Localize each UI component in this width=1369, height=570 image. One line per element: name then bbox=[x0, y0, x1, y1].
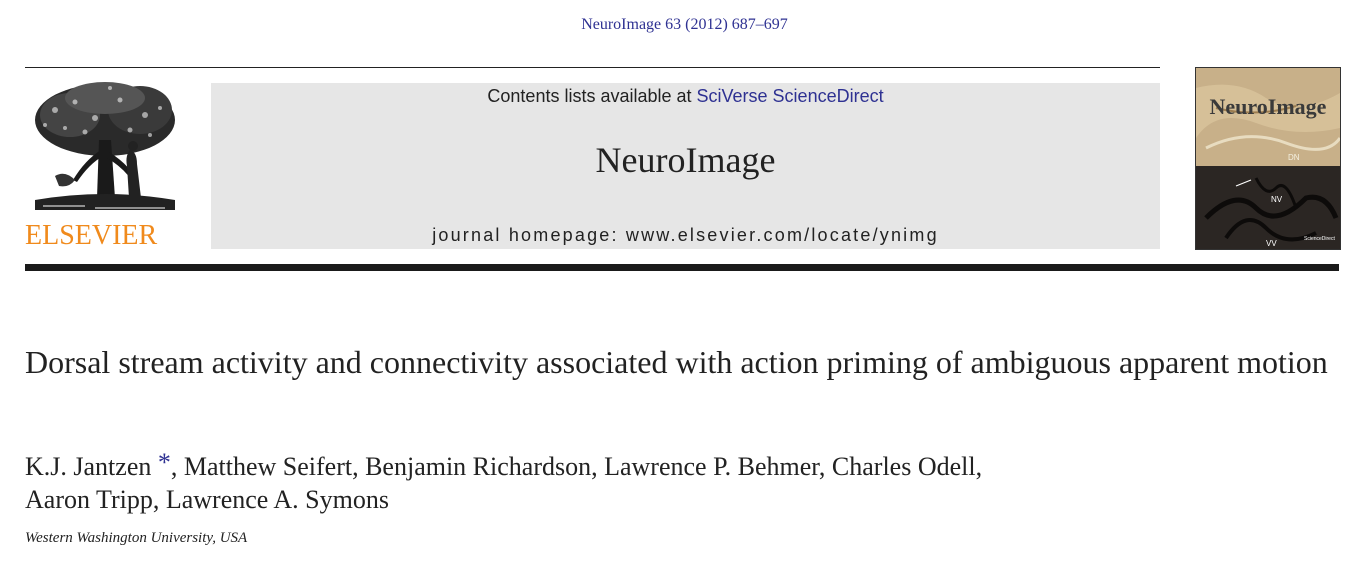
contents-prefix: Contents lists available at bbox=[487, 86, 697, 106]
cover-sciencedirect-mark: ScienceDirect bbox=[1304, 236, 1335, 242]
author-jantzen[interactable]: K.J. Jantzen bbox=[25, 452, 152, 481]
cover-label-vv: VV bbox=[1266, 239, 1277, 248]
journal-citation[interactable]: NeuroImage 63 (2012) 687–697 bbox=[581, 16, 788, 33]
journal-banner bbox=[211, 83, 1160, 249]
sciencedirect-link[interactable]: SciVerse ScienceDirect bbox=[696, 86, 884, 106]
contents-availability bbox=[211, 86, 1160, 107]
header-top-rule bbox=[25, 67, 1160, 68]
elsevier-wordmark: ELSEVIER bbox=[25, 220, 158, 251]
authors-line-2: Aaron Tripp, Lawrence A. Symons bbox=[25, 485, 389, 514]
cover-label-nv: NV bbox=[1271, 195, 1283, 204]
elsevier-logo[interactable] bbox=[25, 80, 185, 252]
cover-title: NeuroImage bbox=[1209, 94, 1327, 119]
corresponding-author-marker[interactable]: * bbox=[157, 448, 171, 477]
article-title: Dorsal stream activity and connectivity associated with action priming of ambiguous apparent motion bbox=[25, 344, 1328, 380]
journal-homepage-link[interactable]: journal homepage: www.elsevier.com/locate/ynimg bbox=[432, 225, 939, 245]
authors-line-1: , Matthew Seifert, Benjamin Richardson, Lawrence P. Behmer, Charles Odell, bbox=[170, 452, 983, 481]
journal-cover-thumbnail[interactable] bbox=[1195, 67, 1341, 250]
author-list bbox=[25, 450, 1225, 516]
cover-label-dn: DN bbox=[1288, 153, 1300, 162]
journal-title: NeuroImage bbox=[595, 140, 776, 180]
header-bottom-rule bbox=[25, 264, 1339, 271]
author-affiliation: Western Washington University, USA bbox=[25, 530, 248, 546]
elsevier-tree-icon bbox=[25, 80, 185, 220]
